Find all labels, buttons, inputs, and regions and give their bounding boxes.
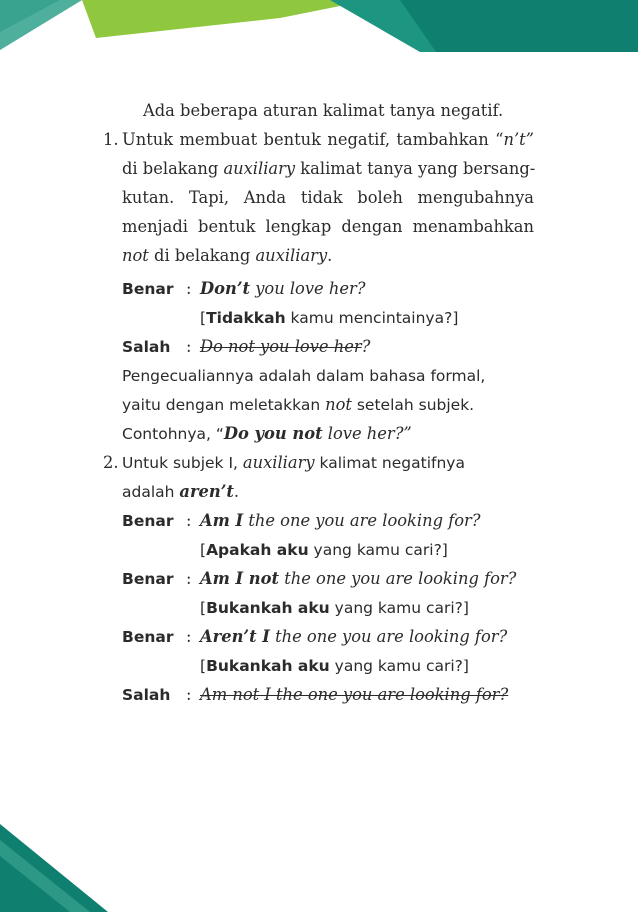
rule-1-text: .	[327, 246, 333, 265]
example-2-salah-struck-sentence: Am not I the one you are looking for?	[200, 685, 509, 704]
example-1-salah-sentence	[200, 333, 370, 362]
rule-2-term-auxiliary: auxiliary	[242, 453, 315, 472]
exception-term-not: not	[325, 395, 352, 414]
exception-text: yaitu dengan meletakkan	[122, 396, 326, 414]
bracket: [	[200, 599, 207, 617]
example-1-benar-colon: :	[186, 279, 192, 298]
example-1-salah-colon: :	[186, 337, 192, 356]
example-2a-benar-label: Benar	[122, 512, 174, 530]
example-2b-translation-rest: yang kamu cari?]	[329, 599, 469, 617]
example-2b-sentence	[200, 565, 516, 594]
rule-1-line-2	[122, 155, 534, 184]
example-1-benar-rest: you love her?	[250, 279, 366, 298]
example-2c-translation-rest: yang kamu cari?]	[329, 657, 469, 675]
example-2a-colon: :	[186, 511, 192, 530]
rule-1-line-1	[122, 126, 534, 155]
rule-1-text: Untuk membuat bentuk negatif, tambahkan “	[122, 130, 504, 149]
bracket: [	[200, 657, 207, 675]
example-2a-translation-keyword: Apakah aku	[206, 541, 309, 559]
example-2c-benar-label: Benar	[122, 628, 174, 646]
rule-1-term-auxiliary: auxiliary	[255, 246, 328, 265]
example-2b-translation	[200, 594, 469, 623]
exception-text: Contohnya, “	[122, 425, 224, 443]
example-1-benar-keyword: Don’t	[200, 279, 251, 298]
rule-1-text: kalimat tanya yang bersang-	[295, 159, 536, 178]
rule-1-term-not: not	[122, 246, 149, 265]
example-2a-rest: the one you are looking for?	[243, 511, 481, 530]
bracket: [	[200, 309, 207, 327]
example-1-benar-sentence	[200, 275, 366, 304]
rule-1-line-5	[122, 242, 332, 271]
rule-2-number: 2.	[103, 453, 119, 472]
rule-1-text: di belakang	[148, 246, 256, 265]
example-2c-sentence	[200, 623, 507, 652]
exception-line-1: Pengecualiannya adalah dalam bahasa formal,	[122, 367, 486, 385]
example-2b-benar-label: Benar	[122, 570, 174, 588]
example-1-salah-question-mark: ?	[361, 337, 371, 356]
example-2a-keyword: Am I	[200, 511, 244, 530]
rule-2-text: kalimat negatifnya	[314, 454, 465, 472]
exception-example-keyword: Do you not	[223, 424, 323, 443]
intro-paragraph: Ada beberapa aturan kalimat tanya negatif.	[143, 101, 504, 120]
rule-2-text: adalah	[122, 483, 180, 501]
example-2b-rest: the one you are looking for?	[279, 569, 517, 588]
example-1-benar-label: Benar	[122, 280, 174, 298]
example-2c-colon: :	[186, 627, 192, 646]
exception-line-2	[122, 391, 474, 420]
example-1-translation-rest: kamu mencintainya?]	[285, 309, 459, 327]
example-2c-translation-keyword: Bukankah aku	[206, 657, 330, 675]
rule-1-line-3: kutan. Tapi, Anda tidak boleh mengubahnya	[122, 188, 534, 207]
rule-2-term-arent: aren’t	[179, 482, 234, 501]
example-1-translation-keyword: Tidakkah	[206, 309, 286, 327]
rule-2-text: Untuk subjek I,	[122, 454, 243, 472]
example-2a-translation-rest: yang kamu cari?]	[308, 541, 448, 559]
example-2b-keyword: Am I not	[200, 569, 280, 588]
rule-2-text: .	[233, 482, 240, 501]
rule-1-text: di belakang	[122, 159, 224, 178]
rule-1-term-auxiliary: auxiliary	[223, 159, 296, 178]
rule-1-line-4: menjadi bentuk lengkap dengan menambahkan	[122, 217, 534, 236]
example-2c-keyword: Aren’t I	[200, 627, 270, 646]
exception-line-3	[122, 420, 412, 449]
example-2c-rest: the one you are looking for?	[269, 627, 508, 646]
rule-2-line-1	[122, 449, 465, 478]
example-2b-colon: :	[186, 569, 192, 588]
exception-example-rest: love her?”	[322, 424, 412, 443]
rule-1-term-nt: n’t”	[503, 130, 534, 149]
example-2-salah-label: Salah	[122, 686, 171, 704]
example-2b-translation-keyword: Bukankah aku	[206, 599, 330, 617]
bracket: [	[200, 541, 207, 559]
example-2-salah-colon: :	[186, 685, 192, 704]
example-1-salah-label: Salah	[122, 338, 171, 356]
example-2c-translation	[200, 652, 469, 681]
example-2a-sentence	[200, 507, 481, 536]
rule-1-number: 1.	[103, 130, 119, 149]
example-1-translation	[200, 304, 458, 333]
rule-2-line-2	[122, 478, 239, 507]
example-2a-translation	[200, 536, 448, 565]
example-1-salah-struck-text: Do not you love her	[200, 337, 362, 356]
exception-text: setelah subjek.	[351, 396, 475, 414]
